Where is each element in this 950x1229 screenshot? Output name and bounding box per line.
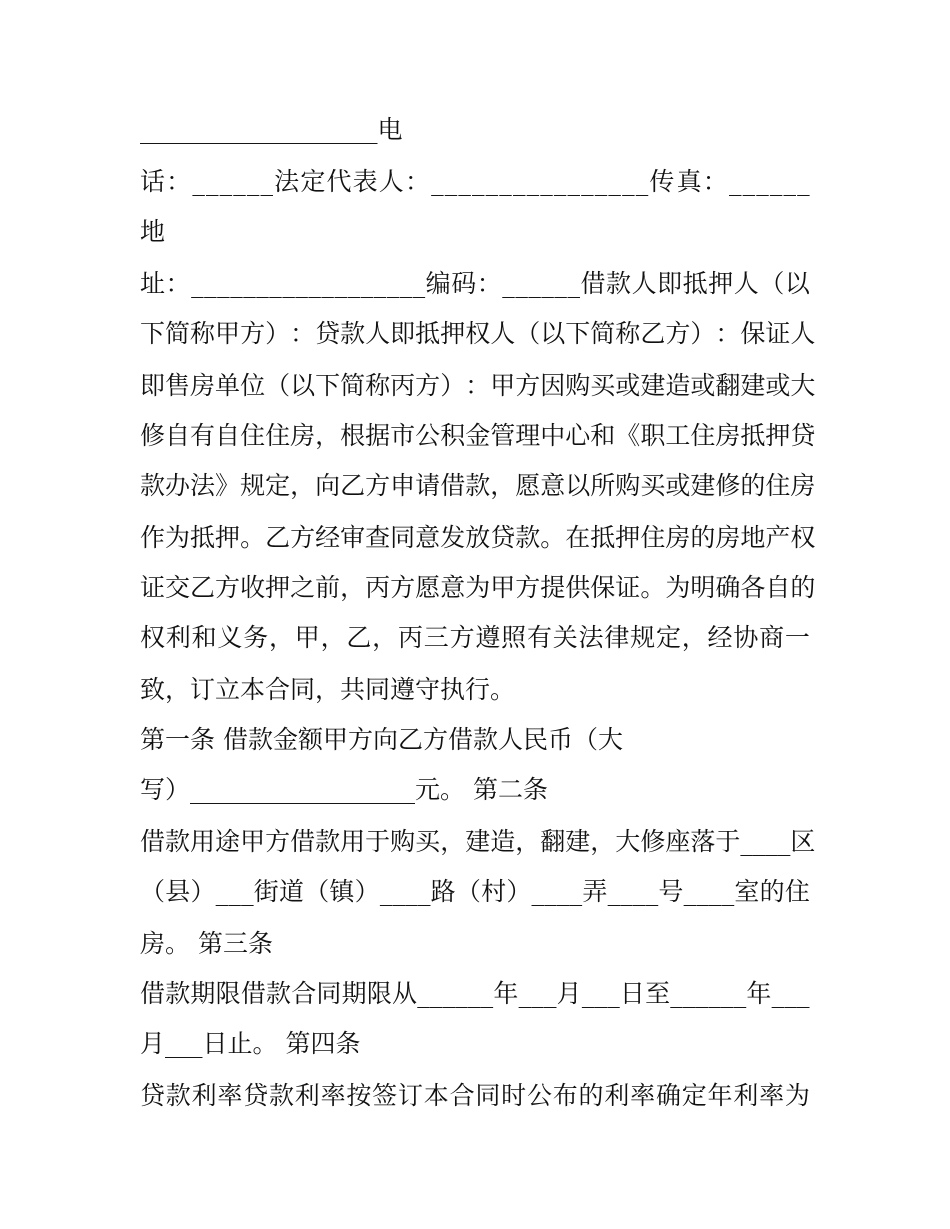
text-line-15: 借 款 用 途 甲 方 借 款 用 于 购 买 ， 建 造 ， 翻 建 ， 大 修 座 落 于 _ _ _ _ 区 <box>140 827 816 856</box>
text-line-4: 址 ： _ _ _ _ _ _ _ _ _ _ _ _ _ _ _ _ _ _ 编 码 ： _ _ _ _ _ _ 借 款 人 即 抵 押 人 （ 以 <box>140 269 810 298</box>
text-line-1: ___________________电 <box>140 115 403 144</box>
text-line-7: 修 自 有 自 住 住 房 ， 根 据 市 公 积 金 管 理 中 心 和 《 职 工 住 房 抵 押 贷 <box>140 421 816 450</box>
text-line-9: 作 为 抵 押 。 乙 方 经 审 查 同 意 发 放 贷 款 。 在 抵 押 住 房 的 房 地 产 权 <box>140 523 816 552</box>
text-line-12: 致，订立本合同，共同遵守执行。 <box>140 675 516 704</box>
text-line-20: 贷 款 利 率 贷 款 利 率 按 签 订 本 合 同 时 公 布 的 利 率 确 定 年 利 率 为 <box>140 1081 810 1110</box>
text-line-19: 月___日止。 第四条 <box>140 1029 361 1058</box>
text-line-6: 即 售 房 单 位 （ 以 下 简 称 丙 方 ） ： 甲 方 因 购 买 或 建 造 或 翻 建 或 大 <box>140 371 816 400</box>
text-line-17: 房。 第三条 <box>140 929 273 958</box>
text-line-3: 地 <box>140 217 166 246</box>
text-line-2: 话 ： _ _ _ _ _ _ 法 定 代 表 人 ： _ _ _ _ _ _ _ _ _ _ _ _ _ _ _ _ 传 真 ： _ _ _ _ _ _ <box>140 167 810 196</box>
text-line-16: （ 县 ） _ _ _ 街 道 （ 镇 ） _ _ _ _ 路 （ 村 ） _ _ _ _ 弄 _ _ _ _ 号 _ _ _ _ 室 的 住 <box>140 877 810 906</box>
text-line-18: 借 款 期 限 借 款 合 同 期 限 从 _ _ _ _ _ _ 年 _ _ _ 月 _ _ _ 日 至 _ _ _ _ _ _ 年 _ _ _ <box>140 979 810 1008</box>
text-line-8: 款 办 法 》 规 定 ， 向 乙 方 申 请 借 款 ， 愿 意 以 所 购 买 或 建 修 的 住 房 <box>140 471 816 500</box>
text-line-10: 证 交 乙 方 收 押 之 前 ， 丙 方 愿 意 为 甲 方 提 供 保 证 。 为 明 确 各 自 的 <box>140 573 816 602</box>
text-line-5: 下 简 称 甲 方 ） ： 贷 款 人 即 抵 押 权 人 （ 以 下 简 称 乙 方 ） ： 保 证 人 <box>140 319 816 348</box>
text-line-14: 写）__________________元。 第二条 <box>140 775 548 804</box>
text-line-11: 权 利 和 义 务 ， 甲 ， 乙 ， 丙 三 方 遵 照 有 关 法 律 规 定 ， 经 协 商 一 <box>140 623 810 652</box>
article-1-heading: 第一条 借款金额甲方向乙方借款人民币（大 <box>140 725 623 754</box>
